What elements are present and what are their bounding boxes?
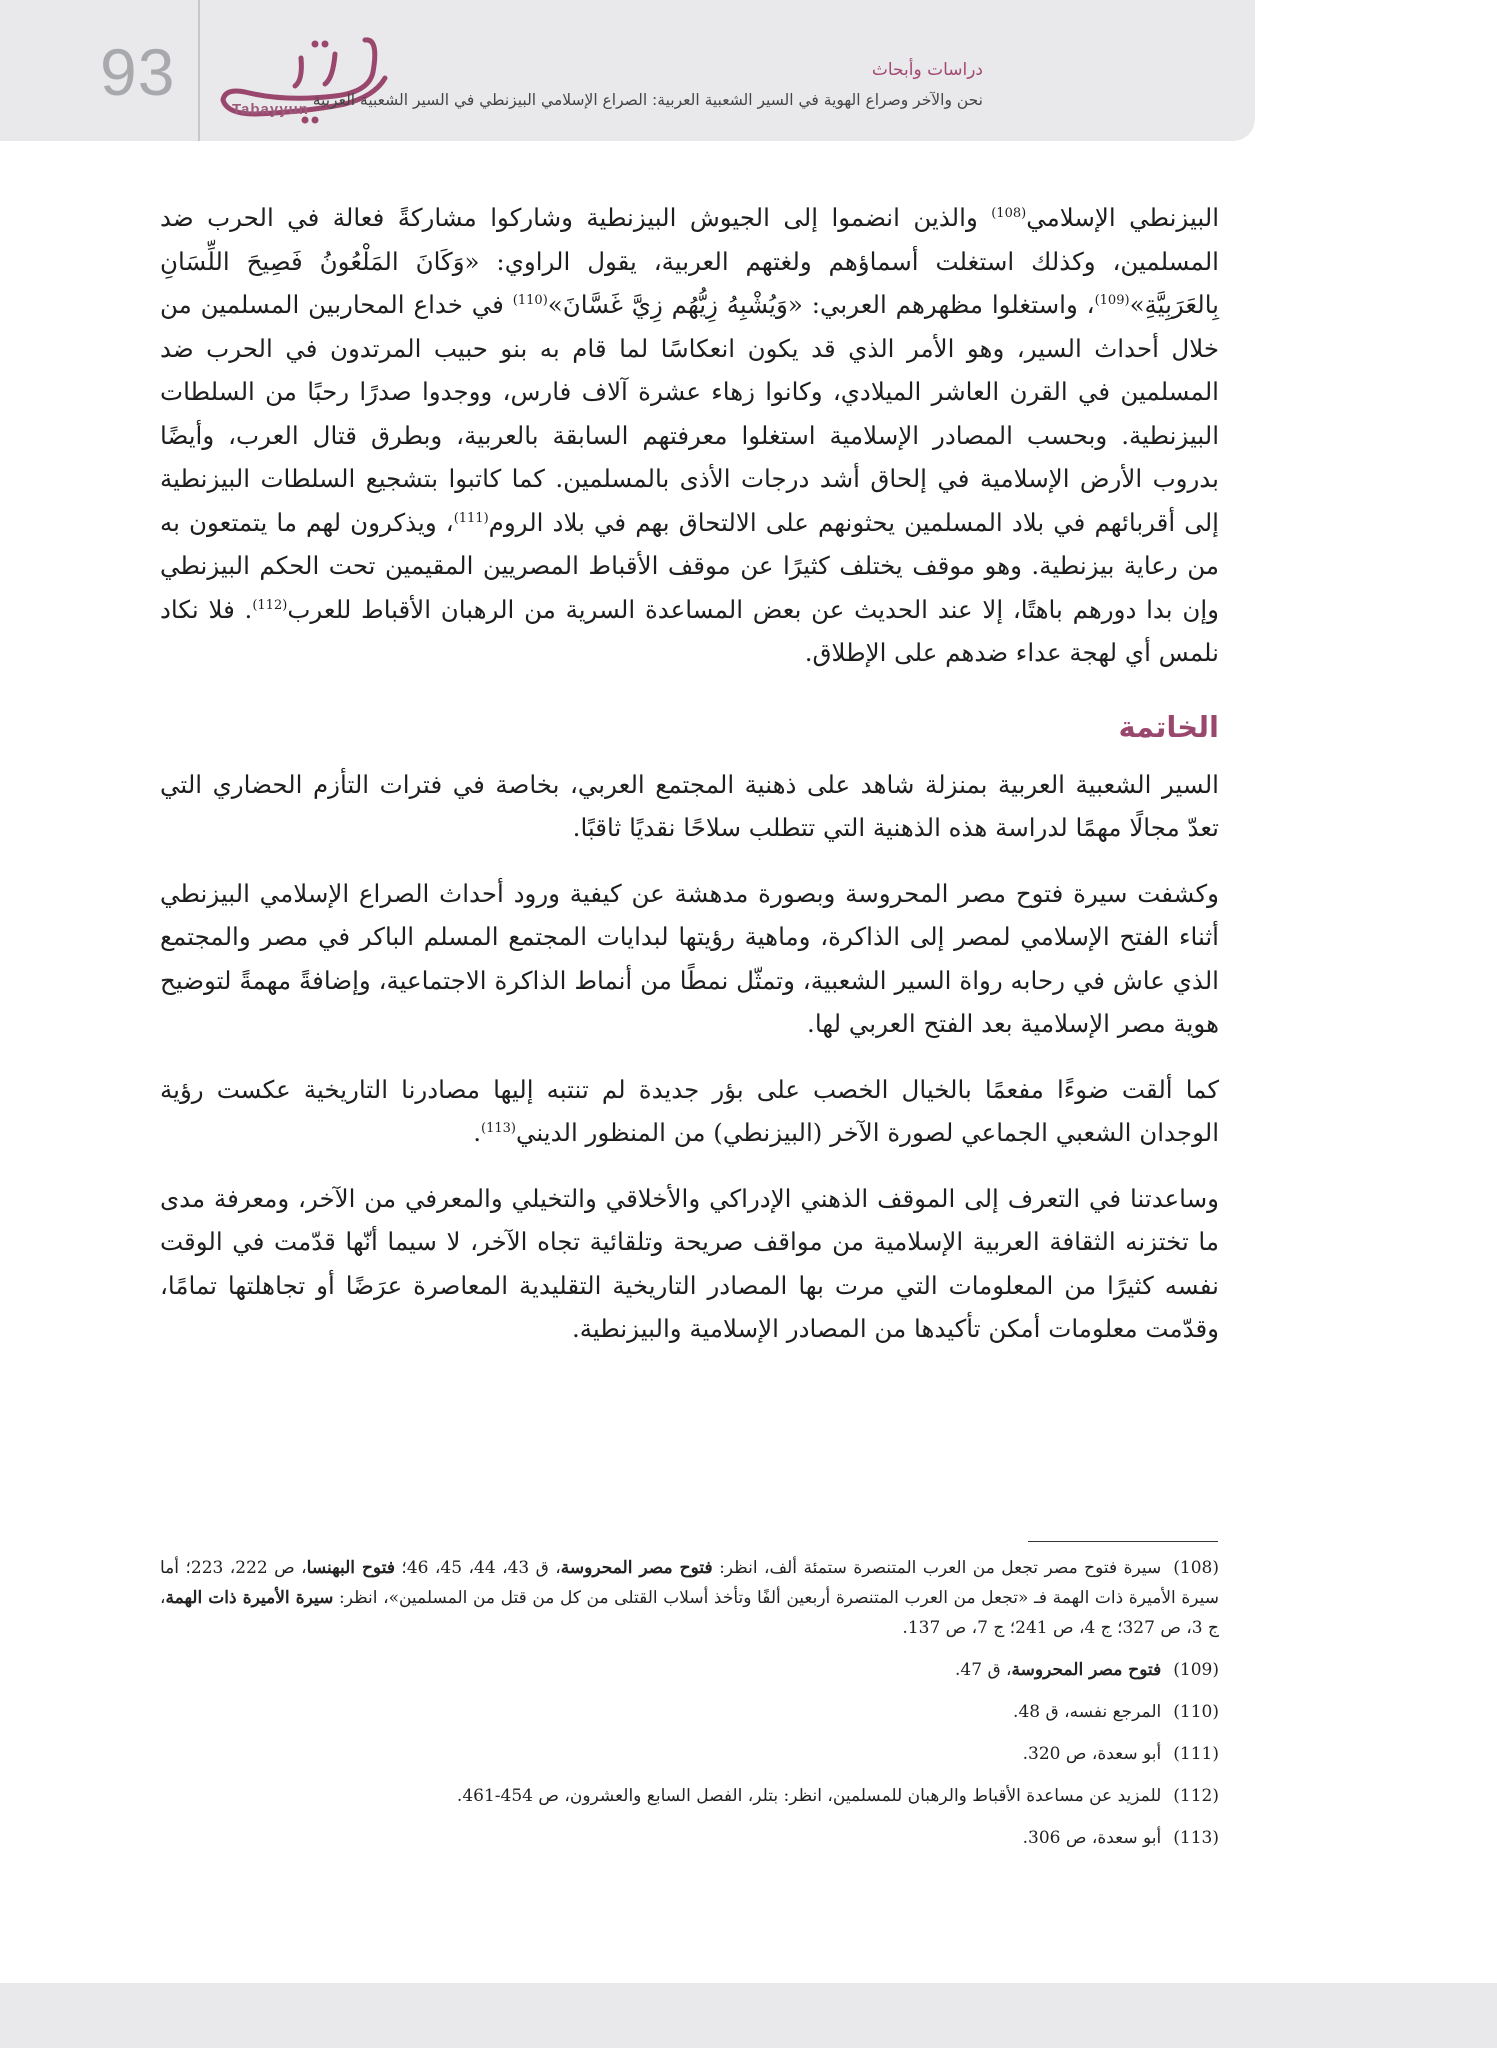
footnote-ref-108[interactable]: (108) — [991, 205, 1027, 221]
footnote-number: (111) — [1173, 1744, 1219, 1764]
footnotes — [160, 1553, 1219, 1865]
footnote-113: (113)أبو سعدة، ص 306. — [1022, 1828, 1219, 1848]
footnote-ref-109[interactable]: (109) — [1094, 292, 1130, 308]
footnote-separator — [1028, 1541, 1218, 1542]
logo-latin-text: Tabayyun — [232, 101, 309, 118]
footnote-ref-111[interactable]: (111) — [453, 510, 489, 526]
page-header — [0, 0, 1255, 141]
footnote-111: (111)أبو سعدة، ص 320. — [1022, 1744, 1219, 1764]
page-number: 93 — [100, 35, 176, 109]
footnote-number: (108) — [1173, 1558, 1220, 1578]
body-paragraph-3: وكشفت سيرة فتوح مصر المحروسة وبصورة مدهشة عن كيفية ورود أحداث الصراع الإسلامي البيزنطي أثناء الفتح الإسلامي لمصر إلى الذاكرة، وماهية رؤيتها لبدايات المجتمع المسلم الباكر في مصر والمجتمع الذي عاش في رحابه رواة السير الشعبية، وتمثّل نمطًا من أنماط الذاكرة الاجتماعية، وإضافةً مهمةً لتوضيح هوية مصر الإسلامية بعد الفتح العربي لها. — [160, 878, 1219, 1038]
body-paragraph-2: السير الشعبية العربية بمنزلة شاهد على ذهنية المجتمع العربي، بخاصة في فترات التأزم الحضاري التي تعدّ مجالًا مهمًا لدراسة هذه الذهنية التي تتطلب سلاحًا نقديًا ثاقبًا. — [160, 769, 1219, 842]
footnote-number: (112) — [1173, 1786, 1219, 1806]
article-running-title: نحن والآخر وصراع الهوية في السير الشعبية العربية: الصراع الإسلامي البيزنطي في السير الشعبية العربية — [312, 91, 983, 109]
footnote-number: (109) — [1173, 1660, 1219, 1680]
section-label: دراسات وأبحاث — [871, 60, 983, 80]
footnote-108: (108)سيرة فتوح مصر تجعل من العرب المتنصرة ستمئة ألف، انظر: فتوح مصر المحروسة، ق 43، 44، 45، 46؛ فتوح البهنسا، ص 222، 223؛ أما سيرة الأميرة ذات الهمة فـ «تجعل من العرب المتنصرة أربعين ألفًا وتأخذ أسلاب القتلى من كل من قتل من المسلمين»، انظر: سيرة الأميرة ذات الهمة، ج 3، ص 327؛ ج 4، ص 241؛ ج 7، ص 137. — [160, 1558, 1220, 1638]
footnote-109: (109)فتوح مصر المحروسة، ق 47. — [955, 1660, 1219, 1680]
article-body — [160, 196, 1219, 1373]
header-divider — [198, 0, 200, 141]
body-paragraph-5: وساعدتنا في التعرف إلى الموقف الذهني الإدراكي والأخلاقي والتخيلي والمعرفي من الآخر، ومعرفة مدى ما تختزنه الثقافة العربية الإسلامية من مواقف صريحة وتلقائية تجاه الآخر، لا سيما أنّها قدّمت في الوقت نفسه كثيرًا من المعلومات التي مرت بها المصادر التاريخية التقليدية المعاصرة عرَضًا أو تجاهلتها تمامًا، وقدّمت معلومات أمكن تأكيدها من المصادر الإسلامية والبيزنطية. — [160, 1183, 1219, 1343]
footnote-ref-112[interactable]: (112) — [252, 597, 288, 613]
footnote-ref-110[interactable]: (110) — [512, 292, 548, 308]
footnote-ref-113[interactable]: (113) — [481, 1120, 516, 1136]
body-paragraph-1: البيزنطي الإسلامي$^{(108)}$ والذين انضموا إلى الجيوش البيزنطية وشاركوا مشاركةً فعالة في الحرب ضد المسلمين، وكذلك استغلت أسماؤهم ولغتهم العربية، يقول الراوي: «وَكَانَ المَلْعُونُ فَصِيحَ اللِّسَانِ بِالعَرَبِيَّةِ»$^{(109)}$، واستغلوا مظهرهم العربي: «وَيُشْبِهُ زِيُّهُم زِيَّ غَسَّانَ»$^{(110)}$ في خداع المحاربين المسلمين من خلال أحداث السير، وهو الأمر الذي قد يكون انعكاسًا لما قام به بنو حبيب المرتدون في الحرب ضد المسلمين في القرن العاشر الميلادي، وكانوا زهاء عشرة آلاف فارس، ووجدوا صدرًا رحبًا من السلطات البيزنطية. وبحسب المصادر الإسلامية استغلوا معرفتهم السابقة بالعربية، وبطرق قتال العرب، وأيضًا بدروب الأرض الإسلامية في إلحاق أشد درجات الأذى بالمسلمين. كما كاتبوا بتشجيع السلطات البيزنطية إلى أقربائهم في بلاد المسلمين يحثونهم على الالتحاق بهم في بلاد الروم$^{(111)}$، ويذكرون لهم ما يتمتعون به من رعاية بيزنطية. وهو موقف يختلف كثيرًا عن موقف الأقباط المصريين المقيمين تحت الحكم البيزنطي وإن بدا دورهم باهتًا، إلا عند الحديث عن بعض المساعدة السرية من الرهبان الأقباط للعرب$^{(112)}$. فلا نكاد نلمس أي لهجة عداء ضدهم على الإطلاق. — [160, 203, 1220, 667]
page-footer-band — [0, 1983, 1497, 2048]
body-paragraph-4: كما ألقت ضوءًا مفعمًا بالخيال الخصب على بؤر جديدة لم تنتبه إليها مصادرنا التاريخية عكست رؤية الوجدان الشعبي الجماعي لصورة الآخر (البيزنطي) من المنظور الديني$^{(113)}$. — [160, 1074, 1219, 1147]
footnote-112: (112)للمزيد عن مساعدة الأقباط والرهبان للمسلمين، انظر: بتلر، الفصل السابع والعشرون، ص 454-461. — [456, 1786, 1219, 1806]
conclusion-heading: الخاتمة — [1118, 709, 1219, 744]
footnote-number: (110) — [1173, 1702, 1219, 1722]
footnote-number: (113) — [1173, 1828, 1219, 1848]
footnote-110: (110)المرجع نفسه، ق 48. — [1013, 1702, 1219, 1722]
